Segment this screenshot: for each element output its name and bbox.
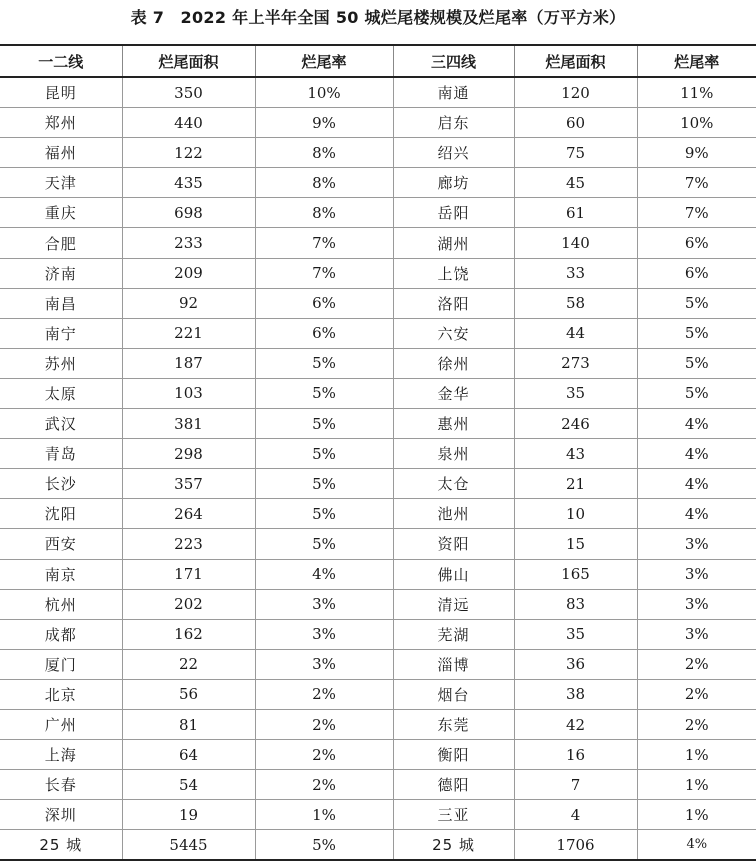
cell-tier12-area: 223 — [122, 529, 255, 559]
cell-tier12-city: 天津 — [0, 168, 122, 198]
cell-tier34-area: 83 — [514, 589, 637, 619]
cell-tier12-rate: 5% — [255, 529, 393, 559]
cell-tier12-area: 298 — [122, 439, 255, 469]
cell-tier12-city: 上海 — [0, 740, 122, 770]
cell-tier34-city: 太仓 — [393, 469, 514, 499]
cell-tier12-city: 北京 — [0, 679, 122, 709]
cell-tier12-rate: 9% — [255, 108, 393, 138]
cell-tier12-area: 56 — [122, 679, 255, 709]
header-tier12-city: 一二线 — [0, 45, 122, 77]
cell-tier12-city: 深圳 — [0, 800, 122, 830]
cell-tier34-city: 绍兴 — [393, 138, 514, 168]
cell-tier34-rate: 1% — [637, 800, 756, 830]
cell-tier34-area: 165 — [514, 559, 637, 589]
table-row — [0, 619, 756, 649]
cell-tier12-area: 5445 — [122, 830, 255, 861]
cell-tier12-rate: 5% — [255, 830, 393, 861]
cell-tier34-city: 泉州 — [393, 439, 514, 469]
table-row — [0, 348, 756, 378]
cell-tier12-area: 22 — [122, 649, 255, 679]
cell-tier34-rate: 5% — [637, 288, 756, 318]
cell-tier12-city: 福州 — [0, 138, 122, 168]
cell-tier34-area: 246 — [514, 409, 637, 439]
cell-tier12-rate: 5% — [255, 409, 393, 439]
cell-tier34-rate: 3% — [637, 589, 756, 619]
cell-tier12-area: 233 — [122, 228, 255, 258]
cell-tier12-area: 435 — [122, 168, 255, 198]
cell-tier34-area: 10 — [514, 499, 637, 529]
cell-tier34-area: 7 — [514, 770, 637, 800]
cell-tier12-rate: 5% — [255, 439, 393, 469]
cell-tier12-rate: 5% — [255, 378, 393, 408]
cell-tier34-area: 43 — [514, 439, 637, 469]
table-row — [0, 709, 756, 739]
cell-tier12-rate: 10% — [255, 77, 393, 108]
cell-tier34-rate: 4% — [637, 439, 756, 469]
cell-tier12-city: 广州 — [0, 709, 122, 739]
cell-tier12-rate: 6% — [255, 318, 393, 348]
cell-tier34-city: 上饶 — [393, 258, 514, 288]
cell-tier34-area: 42 — [514, 709, 637, 739]
cell-tier34-rate: 5% — [637, 378, 756, 408]
cell-tier12-area: 64 — [122, 740, 255, 770]
table-row — [0, 258, 756, 288]
cell-tier34-rate: 4% — [637, 499, 756, 529]
cell-tier12-city: 合肥 — [0, 228, 122, 258]
table-row — [0, 469, 756, 499]
cell-tier12-city: 南昌 — [0, 288, 122, 318]
cell-tier12-area: 187 — [122, 348, 255, 378]
table-row — [0, 649, 756, 679]
cell-tier34-area: 61 — [514, 198, 637, 228]
cell-tier12-city: 太原 — [0, 378, 122, 408]
cell-tier34-rate: 10% — [637, 108, 756, 138]
header-row — [0, 45, 756, 77]
cell-tier12-area: 54 — [122, 770, 255, 800]
table-row — [0, 409, 756, 439]
table-row — [0, 800, 756, 830]
cell-tier34-city: 启东 — [393, 108, 514, 138]
cell-tier34-city: 25 城 — [393, 830, 514, 861]
cell-tier12-area: 221 — [122, 318, 255, 348]
cell-tier12-city: 重庆 — [0, 198, 122, 228]
table-row — [0, 559, 756, 589]
cell-tier12-area: 264 — [122, 499, 255, 529]
cell-tier34-city: 佛山 — [393, 559, 514, 589]
cell-tier12-area: 209 — [122, 258, 255, 288]
cell-tier34-city: 岳阳 — [393, 198, 514, 228]
cell-tier12-city: 南京 — [0, 559, 122, 589]
cell-tier34-rate: 1% — [637, 740, 756, 770]
cell-tier34-area: 4 — [514, 800, 637, 830]
cell-tier12-area: 162 — [122, 619, 255, 649]
cell-tier34-city: 三亚 — [393, 800, 514, 830]
cell-tier34-rate: 5% — [637, 318, 756, 348]
cell-tier34-rate: 4% — [637, 409, 756, 439]
cell-tier12-area: 202 — [122, 589, 255, 619]
cell-tier12-city: 25 城 — [0, 830, 122, 861]
cell-tier34-area: 75 — [514, 138, 637, 168]
total-row — [0, 830, 756, 861]
cell-tier34-city: 衡阳 — [393, 740, 514, 770]
header-tier34-area: 烂尾面积 — [514, 45, 637, 77]
cell-tier34-rate: 5% — [637, 348, 756, 378]
cell-tier12-area: 350 — [122, 77, 255, 108]
cell-tier12-rate: 6% — [255, 288, 393, 318]
cell-tier12-rate: 2% — [255, 679, 393, 709]
cell-tier12-area: 103 — [122, 378, 255, 408]
cell-tier34-city: 资阳 — [393, 529, 514, 559]
cell-tier12-rate: 2% — [255, 770, 393, 800]
cell-tier12-city: 郑州 — [0, 108, 122, 138]
cell-tier12-city: 长沙 — [0, 469, 122, 499]
table-row — [0, 228, 756, 258]
cell-tier34-area: 45 — [514, 168, 637, 198]
cell-tier12-city: 苏州 — [0, 348, 122, 378]
cell-tier34-city: 金华 — [393, 378, 514, 408]
cell-tier34-city: 烟台 — [393, 679, 514, 709]
header-tier34-rate: 烂尾率 — [637, 45, 756, 77]
cell-tier34-rate: 2% — [637, 679, 756, 709]
cell-tier34-area: 58 — [514, 288, 637, 318]
cell-tier34-rate: 2% — [637, 649, 756, 679]
table-row — [0, 378, 756, 408]
cell-tier12-area: 381 — [122, 409, 255, 439]
table-row — [0, 740, 756, 770]
cell-tier12-rate: 7% — [255, 228, 393, 258]
cell-tier34-city: 廊坊 — [393, 168, 514, 198]
table-body — [0, 77, 756, 860]
cell-tier34-rate: 7% — [637, 168, 756, 198]
cell-tier34-rate: 6% — [637, 228, 756, 258]
table-row — [0, 77, 756, 108]
cell-tier34-area: 21 — [514, 469, 637, 499]
cell-tier12-rate: 8% — [255, 198, 393, 228]
table-row — [0, 589, 756, 619]
table-row — [0, 198, 756, 228]
data-table — [0, 44, 756, 861]
cell-tier12-area: 440 — [122, 108, 255, 138]
cell-tier34-area: 120 — [514, 77, 637, 108]
cell-tier12-city: 济南 — [0, 258, 122, 288]
cell-tier34-rate: 6% — [637, 258, 756, 288]
cell-tier34-city: 徐州 — [393, 348, 514, 378]
table-row — [0, 108, 756, 138]
cell-tier34-area: 36 — [514, 649, 637, 679]
cell-tier34-city: 淄博 — [393, 649, 514, 679]
cell-tier12-city: 沈阳 — [0, 499, 122, 529]
cell-tier34-area: 15 — [514, 529, 637, 559]
cell-tier34-area: 60 — [514, 108, 637, 138]
cell-tier12-rate: 2% — [255, 740, 393, 770]
table-row — [0, 318, 756, 348]
cell-tier12-city: 昆明 — [0, 77, 122, 108]
cell-tier34-area: 16 — [514, 740, 637, 770]
cell-tier12-city: 武汉 — [0, 409, 122, 439]
cell-tier12-city: 长春 — [0, 770, 122, 800]
cell-tier34-area: 44 — [514, 318, 637, 348]
cell-tier12-city: 青岛 — [0, 439, 122, 469]
cell-tier12-rate: 4% — [255, 559, 393, 589]
cell-tier12-city: 杭州 — [0, 589, 122, 619]
cell-tier12-city: 厦门 — [0, 649, 122, 679]
table-row — [0, 529, 756, 559]
cell-tier12-rate: 1% — [255, 800, 393, 830]
cell-tier34-rate: 4% — [637, 830, 756, 861]
cell-tier34-city: 南通 — [393, 77, 514, 108]
cell-tier34-area: 140 — [514, 228, 637, 258]
cell-tier12-area: 92 — [122, 288, 255, 318]
cell-tier34-rate: 3% — [637, 559, 756, 589]
cell-tier12-rate: 3% — [255, 589, 393, 619]
cell-tier34-city: 湖州 — [393, 228, 514, 258]
cell-tier12-rate: 8% — [255, 168, 393, 198]
cell-tier34-area: 1706 — [514, 830, 637, 861]
cell-tier12-rate: 2% — [255, 709, 393, 739]
cell-tier12-rate: 8% — [255, 138, 393, 168]
cell-tier34-rate: 4% — [637, 469, 756, 499]
cell-tier12-city: 成都 — [0, 619, 122, 649]
cell-tier34-rate: 7% — [637, 198, 756, 228]
cell-tier34-city: 清远 — [393, 589, 514, 619]
cell-tier12-rate: 5% — [255, 348, 393, 378]
table-row — [0, 770, 756, 800]
table-row — [0, 499, 756, 529]
cell-tier34-area: 38 — [514, 679, 637, 709]
header-tier12-area: 烂尾面积 — [122, 45, 255, 77]
cell-tier12-area: 357 — [122, 469, 255, 499]
cell-tier34-area: 35 — [514, 378, 637, 408]
cell-tier12-area: 698 — [122, 198, 255, 228]
cell-tier12-rate: 5% — [255, 469, 393, 499]
cell-tier12-rate: 5% — [255, 499, 393, 529]
cell-tier34-rate: 11% — [637, 77, 756, 108]
table-row — [0, 288, 756, 318]
cell-tier34-city: 芜湖 — [393, 619, 514, 649]
cell-tier12-city: 南宁 — [0, 318, 122, 348]
cell-tier12-rate: 3% — [255, 619, 393, 649]
cell-tier34-city: 惠州 — [393, 409, 514, 439]
table-row — [0, 439, 756, 469]
cell-tier12-area: 122 — [122, 138, 255, 168]
table-row — [0, 168, 756, 198]
cell-tier34-city: 洛阳 — [393, 288, 514, 318]
cell-tier12-city: 西安 — [0, 529, 122, 559]
cell-tier12-area: 171 — [122, 559, 255, 589]
cell-tier34-area: 35 — [514, 619, 637, 649]
table-title: 表 7 2022 年上半年全国 50 城烂尾楼规模及烂尾率（万平方米） — [130, 8, 626, 27]
header-tier34-city: 三四线 — [393, 45, 514, 77]
table-row — [0, 679, 756, 709]
cell-tier34-city: 德阳 — [393, 770, 514, 800]
cell-tier34-rate: 3% — [637, 529, 756, 559]
cell-tier34-rate: 2% — [637, 709, 756, 739]
cell-tier12-rate: 3% — [255, 649, 393, 679]
cell-tier34-area: 33 — [514, 258, 637, 288]
table-row — [0, 138, 756, 168]
cell-tier34-rate: 9% — [637, 138, 756, 168]
cell-tier34-rate: 3% — [637, 619, 756, 649]
cell-tier12-area: 81 — [122, 709, 255, 739]
cell-tier12-rate: 7% — [255, 258, 393, 288]
cell-tier12-area: 19 — [122, 800, 255, 830]
cell-tier34-rate: 1% — [637, 770, 756, 800]
cell-tier34-city: 东莞 — [393, 709, 514, 739]
header-tier12-rate: 烂尾率 — [255, 45, 393, 77]
cell-tier34-city: 池州 — [393, 499, 514, 529]
cell-tier34-city: 六安 — [393, 318, 514, 348]
cell-tier34-area: 273 — [514, 348, 637, 378]
